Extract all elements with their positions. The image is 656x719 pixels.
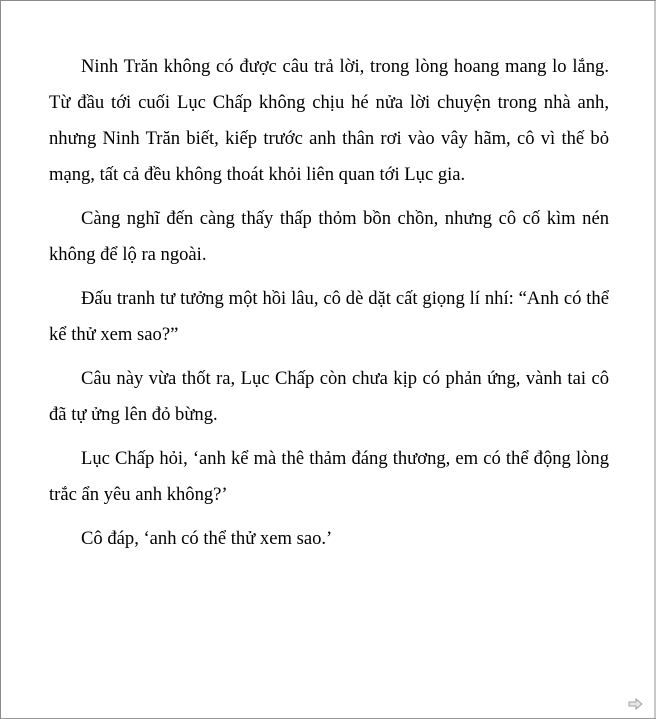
next-page-arrow-icon[interactable] (628, 697, 644, 709)
paragraph-5: Lục Chấp hỏi, ‘anh kể mà thê thảm đáng thương, em có thể động lòng trắc ẩn yêu anh không?’ (49, 448, 609, 505)
paragraph-6: Cô đáp, ‘anh có thể thử xem sao.’ (81, 528, 333, 549)
paragraph-3: Đấu tranh tư tưởng một hồi lâu, cô dè dặt cất giọng lí nhí: “Anh có thể kể thử xem sao?” (49, 288, 609, 345)
paragraph-1: Ninh Trăn không có được câu trả lời, trong lòng hoang mang lo lắng. Từ đầu tới cuối Lục Chấp không chịu hé nửa lời chuyện trong nhà anh, nhưng Ninh Trăn biết, kiếp trước anh thân rơi vào vây hãm, cô vì thế bỏ mạng, tất cả đều không thoát khỏi liên quan tới Lục gia. (49, 56, 609, 185)
paragraph-4: Câu này vừa thốt ra, Lục Chấp còn chưa kịp có phản ứng, vành tai cô đã tự ửng lên đỏ bừng. (49, 368, 609, 425)
document-text-body (49, 49, 609, 565)
paragraph-2: Càng nghĩ đến càng thấy thấp thỏm bồn chồn, nhưng cô cố kìm nén không để lộ ra ngoài. (49, 208, 609, 265)
arrow-right-icon (628, 698, 644, 710)
